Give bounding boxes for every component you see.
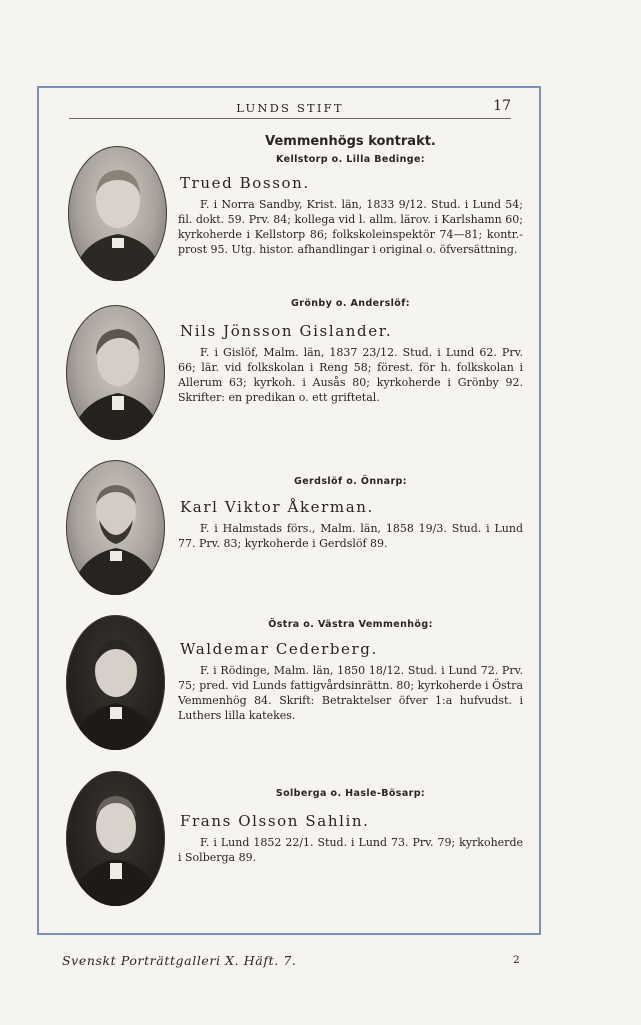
portrait-photo [68,146,167,281]
person-name: Trued Bosson. [180,174,310,192]
portrait-photo [66,460,165,595]
parish-heading: Grönby o. Anderslöf: [291,298,410,309]
person-bio: F. i Halmstads förs., Malm. län, 1858 19/3. Stud. i Lund 77. Prv. 83; kyrkoherde i Gerdslöf 89. [178,522,523,550]
entry [178,322,523,405]
parish-heading: Östra o. Västra Vemmenhög: [268,619,433,630]
footer-publication: Svenskt Porträttgalleri X. Häft. 7. [62,953,297,968]
parish-heading: Solberga o. Hasle-Bösarp: [275,788,426,799]
entry [178,812,523,865]
kontrakt-heading: Vemmenhögs kontrakt. [265,134,436,149]
running-head [69,98,511,119]
entry [178,498,523,551]
person-bio: F. i Lund 1852 22/1. Stud. i Lund 73. Prv. 79; kyrkoherde i Solberga 89. [178,836,523,864]
portrait-photo [66,305,165,440]
person-name: Karl Viktor Åkerman. [180,498,374,516]
portrait-photo [66,771,165,906]
running-title: LUNDS STIFT [236,101,344,115]
entry [178,174,523,257]
footer-signature: 2 [513,954,520,966]
parish-heading: Gerdslöf o. Önnarp: [294,476,407,487]
person-bio: F. i Norra Sandby, Krist. län, 1833 9/12. Stud. i Lund 54; fil. dokt. 59. Prv. 84; kollega vid l. allm. lärov. i Karlshamn 60; kyrkoherde i Kellstorp 86; folkskoleinspektör 74—81; kontr.-prost 95. Utg. histor. afhandlingar i original o. öfversättning. [178,198,523,256]
parish-heading: Kellstorp o. Lilla Bedinge: [276,154,425,165]
person-name: Waldemar Cederberg. [180,640,378,658]
page-number: 17 [493,98,511,114]
entry [178,640,523,723]
person-name: Frans Olsson Sahlin. [180,812,370,830]
portrait-photo [66,615,165,750]
person-bio: F. i Gislöf, Malm. län, 1837 23/12. Stud. i Lund 62. Prv. 66; lär. vid folkskolan i Reng 58; förest. för h. folkskolan i Allerum 63; kyrkoh. i Ausås 80; kyrkoherde i Grönby 92. Skrifter: en predikan o. ett griftetal. [178,346,523,404]
person-name: Nils Jönsson Gislander. [180,322,393,340]
person-bio: F. i Rödinge, Malm. län, 1850 18/12. Stud. i Lund 72. Prv. 75; pred. vid Lunds fattigvårdsinrättn. 80; kyrkoherde i Östra Vemmenhög 84. Skrift: Betraktelser öfver 1:a hufvudst. i Luthers lilla katekes. [178,664,523,722]
